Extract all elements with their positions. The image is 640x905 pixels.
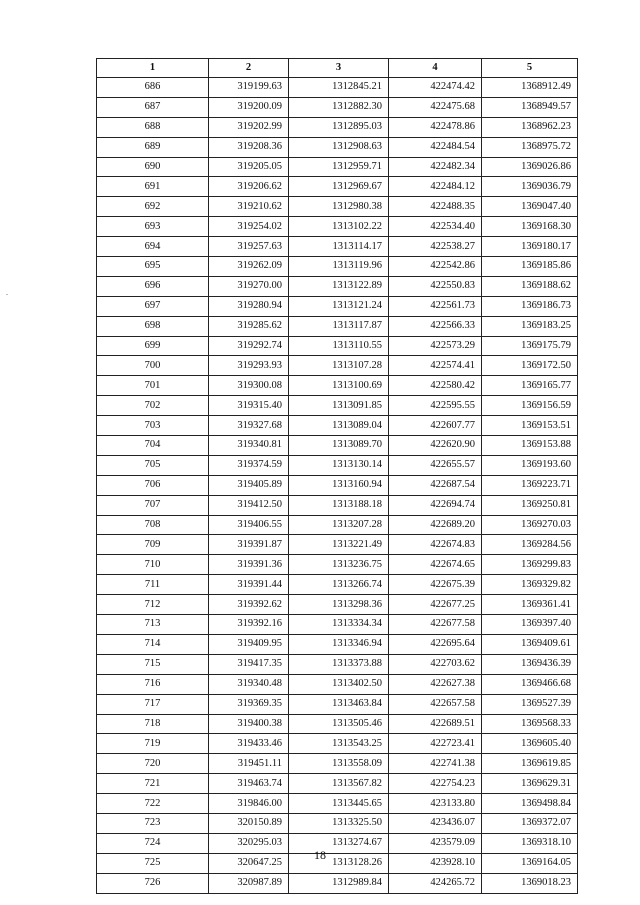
coordinate-cell: 1369168.30 (482, 217, 578, 237)
coordinate-cell: 319208.36 (209, 137, 289, 157)
coordinate-cell: 1369466.68 (482, 674, 578, 694)
column-header-3: 3 (289, 59, 389, 78)
coordinate-cell: 1369270.03 (482, 515, 578, 535)
coordinate-cell: 319451.11 (209, 754, 289, 774)
coordinate-cell: 319300.08 (209, 376, 289, 396)
coordinate-cell: 423579.09 (389, 833, 482, 853)
coordinate-cell: 320987.89 (209, 873, 289, 893)
coordinate-cell: 422754.23 (389, 774, 482, 794)
point-number-cell: 711 (97, 575, 209, 595)
coordinate-cell: 1312882.30 (289, 97, 389, 117)
coordinate-cell: 1368949.57 (482, 97, 578, 117)
coordinate-cell: 1369318.10 (482, 833, 578, 853)
table-row (97, 296, 578, 316)
table-row (97, 555, 578, 575)
coordinate-cell: 1313274.67 (289, 833, 389, 853)
coordinate-cell: 422703.62 (389, 654, 482, 674)
coordinate-cell: 1313117.87 (289, 316, 389, 336)
coordinate-cell: 1369498.84 (482, 794, 578, 814)
coordinate-cell: 1313089.04 (289, 416, 389, 436)
coordinate-cell: 422484.12 (389, 177, 482, 197)
coordinate-cell: 1369036.79 (482, 177, 578, 197)
coordinate-cell: 319202.99 (209, 117, 289, 137)
table-row (97, 316, 578, 336)
coordinate-cell: 1313266.74 (289, 575, 389, 595)
table-row (97, 734, 578, 754)
column-header-1: 1 (97, 59, 209, 78)
coordinate-cell: 422695.64 (389, 634, 482, 654)
coordinate-cell: 1313325.50 (289, 813, 389, 833)
point-number-cell: 713 (97, 615, 209, 635)
coordinate-cell: 422474.42 (389, 78, 482, 98)
coordinate-cell: 1369409.61 (482, 634, 578, 654)
column-header-4: 4 (389, 59, 482, 78)
coordinate-cell: 1369361.41 (482, 595, 578, 615)
coordinate-cell: 319391.44 (209, 575, 289, 595)
coordinate-cell: 1369329.82 (482, 575, 578, 595)
coordinate-cell: 319400.38 (209, 714, 289, 734)
coordinate-cell: 1312895.03 (289, 117, 389, 137)
point-number-cell: 695 (97, 257, 209, 277)
coordinate-cell: 319340.48 (209, 674, 289, 694)
coordinate-cell: 1369436.39 (482, 654, 578, 674)
point-number-cell: 687 (97, 97, 209, 117)
coordinate-cell: 1313121.24 (289, 296, 389, 316)
coordinate-cell: 319391.87 (209, 535, 289, 555)
coordinate-cell: 422475.68 (389, 97, 482, 117)
table-row (97, 634, 578, 654)
table-row (97, 197, 578, 217)
coordinate-cell: 422677.58 (389, 615, 482, 635)
coordinate-cell: 320150.89 (209, 813, 289, 833)
coordinate-cell: 1312908.63 (289, 137, 389, 157)
coordinate-cell: 422561.73 (389, 296, 482, 316)
coordinate-cell: 319409.95 (209, 634, 289, 654)
coordinate-cell: 1313298.36 (289, 595, 389, 615)
coordinate-cell: 1313207.28 (289, 515, 389, 535)
table-row (97, 754, 578, 774)
point-number-cell: 692 (97, 197, 209, 217)
coordinate-cell: 319210.62 (209, 197, 289, 217)
coordinate-cell: 319327.68 (209, 416, 289, 436)
coordinate-cell: 422550.83 (389, 276, 482, 296)
point-number-cell: 712 (97, 595, 209, 615)
coordinate-cell: 1369193.60 (482, 455, 578, 475)
coordinate-cell: 422689.51 (389, 714, 482, 734)
point-number-cell: 702 (97, 396, 209, 416)
coordinate-cell: 1369026.86 (482, 157, 578, 177)
coordinate-cell: 1313346.94 (289, 634, 389, 654)
coordinate-cell: 319200.09 (209, 97, 289, 117)
coordinate-cell: 1312959.71 (289, 157, 389, 177)
coordinate-cell: 424265.72 (389, 873, 482, 893)
table-row (97, 674, 578, 694)
coordinate-cell: 422723.41 (389, 734, 482, 754)
coordinate-cell: 319262.09 (209, 257, 289, 277)
point-number-cell: 699 (97, 336, 209, 356)
point-number-cell: 705 (97, 455, 209, 475)
coordinate-cell: 319285.62 (209, 316, 289, 336)
table-row (97, 396, 578, 416)
table-body (97, 78, 578, 894)
coordinate-cell: 422657.58 (389, 694, 482, 714)
table-row (97, 475, 578, 495)
point-number-cell: 721 (97, 774, 209, 794)
point-number-cell: 701 (97, 376, 209, 396)
coordinate-cell: 319254.02 (209, 217, 289, 237)
header-row (97, 59, 578, 78)
point-number-cell: 686 (97, 78, 209, 98)
margin-mark (6, 294, 8, 295)
point-number-cell: 717 (97, 694, 209, 714)
coordinate-cell: 1312845.21 (289, 78, 389, 98)
point-number-cell: 688 (97, 117, 209, 137)
coordinate-cell: 1369284.56 (482, 535, 578, 555)
column-header-2: 2 (209, 59, 289, 78)
coordinate-cell: 422689.20 (389, 515, 482, 535)
coordinate-cell: 319405.89 (209, 475, 289, 495)
coordinate-cell: 320647.25 (209, 853, 289, 873)
coordinate-cell: 1313128.26 (289, 853, 389, 873)
table-row (97, 455, 578, 475)
point-number-cell: 726 (97, 873, 209, 893)
table-row (97, 794, 578, 814)
point-number-cell: 690 (97, 157, 209, 177)
coordinate-cell: 1313089.70 (289, 436, 389, 456)
coordinate-cell: 422573.29 (389, 336, 482, 356)
point-number-cell: 691 (97, 177, 209, 197)
coordinate-cell: 1313102.22 (289, 217, 389, 237)
point-number-cell: 716 (97, 674, 209, 694)
table-row (97, 336, 578, 356)
coordinate-cell: 422674.83 (389, 535, 482, 555)
point-number-cell: 694 (97, 237, 209, 257)
coordinate-cell: 1313373.88 (289, 654, 389, 674)
coordinate-cell: 422534.40 (389, 217, 482, 237)
point-number-cell: 698 (97, 316, 209, 336)
coordinate-cell: 1369165.77 (482, 376, 578, 396)
coordinate-cell: 319374.59 (209, 455, 289, 475)
coordinate-cell: 1369527.39 (482, 694, 578, 714)
table-row (97, 694, 578, 714)
coordinate-cell: 1313114.17 (289, 237, 389, 257)
point-number-cell: 693 (97, 217, 209, 237)
coordinate-cell: 1313188.18 (289, 495, 389, 515)
coordinate-cell: 319270.00 (209, 276, 289, 296)
coordinates-table (96, 58, 578, 894)
coordinate-cell: 422484.54 (389, 137, 482, 157)
point-number-cell: 719 (97, 734, 209, 754)
table-row (97, 78, 578, 98)
coordinate-cell: 1313402.50 (289, 674, 389, 694)
coordinate-cell: 1369629.31 (482, 774, 578, 794)
table-row (97, 97, 578, 117)
coordinate-cell: 319293.93 (209, 356, 289, 376)
coordinate-cell: 1369164.05 (482, 853, 578, 873)
table-row (97, 654, 578, 674)
coordinate-cell: 1369183.25 (482, 316, 578, 336)
point-number-cell: 704 (97, 436, 209, 456)
coordinate-cell: 1368962.23 (482, 117, 578, 137)
point-number-cell: 697 (97, 296, 209, 316)
table-row (97, 873, 578, 893)
coordinate-cell: 319340.81 (209, 436, 289, 456)
coordinate-cell: 1313100.69 (289, 376, 389, 396)
table-row (97, 595, 578, 615)
point-number-cell: 689 (97, 137, 209, 157)
coordinate-cell: 1313558.09 (289, 754, 389, 774)
point-number-cell: 708 (97, 515, 209, 535)
coordinate-cell: 423928.10 (389, 853, 482, 873)
coordinate-cell: 1368912.49 (482, 78, 578, 98)
coordinate-cell: 422687.54 (389, 475, 482, 495)
coordinate-cell: 422741.38 (389, 754, 482, 774)
coordinate-cell: 319433.46 (209, 734, 289, 754)
coordinate-cell: 319280.94 (209, 296, 289, 316)
coordinate-cell: 1313463.84 (289, 694, 389, 714)
table-row (97, 813, 578, 833)
coordinate-cell: 1369605.40 (482, 734, 578, 754)
point-number-cell: 703 (97, 416, 209, 436)
table-row (97, 515, 578, 535)
coordinate-cell: 422674.65 (389, 555, 482, 575)
coordinate-cell: 319206.62 (209, 177, 289, 197)
table-row (97, 376, 578, 396)
coordinate-cell: 1369186.73 (482, 296, 578, 316)
table-row (97, 356, 578, 376)
coordinate-cell: 319406.55 (209, 515, 289, 535)
coordinate-cell: 1313122.89 (289, 276, 389, 296)
coordinate-cell: 1313334.34 (289, 615, 389, 635)
coordinate-cell: 319315.40 (209, 396, 289, 416)
point-number-cell: 720 (97, 754, 209, 774)
point-number-cell: 709 (97, 535, 209, 555)
table-row (97, 177, 578, 197)
table-row (97, 137, 578, 157)
point-number-cell: 696 (97, 276, 209, 296)
coordinate-cell: 1313221.49 (289, 535, 389, 555)
coordinate-cell: 1369153.88 (482, 436, 578, 456)
table-row (97, 217, 578, 237)
coordinate-cell: 422677.25 (389, 595, 482, 615)
coordinate-cell: 1368975.72 (482, 137, 578, 157)
coordinate-cell: 422542.86 (389, 257, 482, 277)
coordinate-cell: 1369619.85 (482, 754, 578, 774)
coordinate-cell: 319417.35 (209, 654, 289, 674)
coordinate-cell: 319205.05 (209, 157, 289, 177)
coordinate-cell: 422655.57 (389, 455, 482, 475)
coordinate-cell: 1313236.75 (289, 555, 389, 575)
table-row (97, 436, 578, 456)
coordinate-cell: 1369156.59 (482, 396, 578, 416)
coordinate-cell: 422482.34 (389, 157, 482, 177)
coordinate-cell: 1312969.67 (289, 177, 389, 197)
point-number-cell: 725 (97, 853, 209, 873)
coordinate-cell: 1369185.86 (482, 257, 578, 277)
coordinate-cell: 422675.39 (389, 575, 482, 595)
point-number-cell: 700 (97, 356, 209, 376)
page-number: 18 (314, 848, 326, 862)
coordinate-cell: 320295.03 (209, 833, 289, 853)
coordinate-cell: 1313091.85 (289, 396, 389, 416)
table-row (97, 117, 578, 137)
coordinate-cell: 1369372.07 (482, 813, 578, 833)
point-number-cell: 710 (97, 555, 209, 575)
coordinate-cell: 1312989.84 (289, 873, 389, 893)
coordinate-cell: 422627.38 (389, 674, 482, 694)
point-number-cell: 718 (97, 714, 209, 734)
coordinate-cell: 1369175.79 (482, 336, 578, 356)
table-row (97, 157, 578, 177)
coordinate-cell: 1313107.28 (289, 356, 389, 376)
coordinate-cell: 1313160.94 (289, 475, 389, 495)
table-row (97, 774, 578, 794)
coordinate-cell: 1369223.71 (482, 475, 578, 495)
coordinate-cell: 422607.77 (389, 416, 482, 436)
table-row (97, 237, 578, 257)
table-row (97, 276, 578, 296)
coordinate-cell: 319412.50 (209, 495, 289, 515)
coordinate-cell: 423133.80 (389, 794, 482, 814)
table-row (97, 714, 578, 734)
coordinate-cell: 319846.00 (209, 794, 289, 814)
coordinate-cell: 1369250.81 (482, 495, 578, 515)
column-header-5: 5 (482, 59, 578, 78)
point-number-cell: 706 (97, 475, 209, 495)
table-row (97, 575, 578, 595)
table-row (97, 416, 578, 436)
coordinate-cell: 422574.41 (389, 356, 482, 376)
coordinate-cell: 319369.35 (209, 694, 289, 714)
coordinate-cell: 319392.16 (209, 615, 289, 635)
coordinate-cell: 319392.62 (209, 595, 289, 615)
point-number-cell: 723 (97, 813, 209, 833)
table-row (97, 535, 578, 555)
coordinate-cell: 422538.27 (389, 237, 482, 257)
coordinate-cell: 1369153.51 (482, 416, 578, 436)
coordinate-cell: 1369018.23 (482, 873, 578, 893)
coordinate-cell: 1313445.65 (289, 794, 389, 814)
coordinate-cell: 1312980.38 (289, 197, 389, 217)
coordinate-cell: 422566.33 (389, 316, 482, 336)
coordinate-cell: 319199.63 (209, 78, 289, 98)
point-number-cell: 724 (97, 833, 209, 853)
table-row (97, 257, 578, 277)
coordinate-cell: 1369299.83 (482, 555, 578, 575)
coordinate-cell: 1369180.17 (482, 237, 578, 257)
coordinate-cell: 319463.74 (209, 774, 289, 794)
coordinate-cell: 1369188.62 (482, 276, 578, 296)
coordinate-cell: 422595.55 (389, 396, 482, 416)
coordinate-cell: 319292.74 (209, 336, 289, 356)
coordinate-cell: 1369568.33 (482, 714, 578, 734)
coordinate-cell: 1313543.25 (289, 734, 389, 754)
coordinate-cell: 1313505.46 (289, 714, 389, 734)
point-number-cell: 714 (97, 634, 209, 654)
coordinate-cell: 423436.07 (389, 813, 482, 833)
coordinate-cell: 1313110.55 (289, 336, 389, 356)
point-number-cell: 715 (97, 654, 209, 674)
point-number-cell: 722 (97, 794, 209, 814)
coordinate-cell: 1369397.40 (482, 615, 578, 635)
coordinate-cell: 1313130.14 (289, 455, 389, 475)
coordinate-cell: 1313119.96 (289, 257, 389, 277)
point-number-cell: 707 (97, 495, 209, 515)
coordinate-cell: 1369047.40 (482, 197, 578, 217)
coordinate-cell: 422694.74 (389, 495, 482, 515)
coordinate-cell: 1313567.82 (289, 774, 389, 794)
coordinate-cell: 319391.36 (209, 555, 289, 575)
coordinate-cell: 1369172.50 (482, 356, 578, 376)
table-row (97, 615, 578, 635)
coordinate-cell: 319257.63 (209, 237, 289, 257)
table-row (97, 495, 578, 515)
coordinate-cell: 422488.35 (389, 197, 482, 217)
coordinate-cell: 422620.90 (389, 436, 482, 456)
coordinate-cell: 422580.42 (389, 376, 482, 396)
coordinate-cell: 422478.86 (389, 117, 482, 137)
